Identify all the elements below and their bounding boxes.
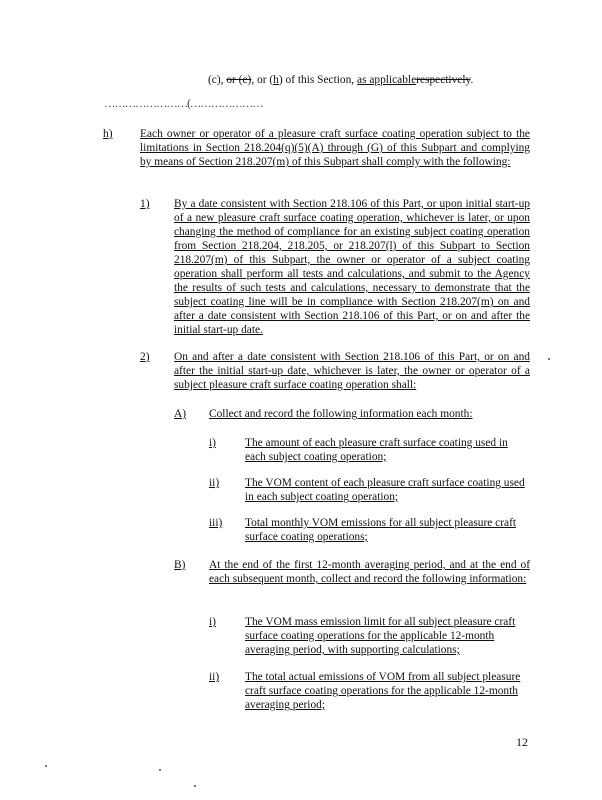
continued-line: (c), or (e), or (h) of this Section, as applicablerespectively. [208, 74, 474, 86]
item-A-ii-text: The VOM content of each pleasure craft surface coating used in each subject coating operation; [245, 477, 525, 503]
item-A-iii-label: iii) [209, 517, 223, 529]
item-A-ii-label: ii) [209, 477, 220, 489]
item-B-i-label: i) [209, 616, 216, 628]
scan-speck [159, 769, 161, 771]
omission-ellipsis: ……………………(………………… [104, 98, 263, 110]
scan-speck [194, 785, 196, 787]
item-A-text: Collect and record the following information each month: [209, 408, 473, 420]
item-1-label: 1) [140, 198, 150, 210]
scan-speck [45, 765, 47, 767]
item-A-i-label: i) [209, 437, 216, 449]
section-h-text: Each owner or operator of a pleasure craft surface coating operation subject to the limitations in Section 218.204(q)(5)(A) through (G) of this Subpart and complying by means of Section 218.207(m) of this Subpart shall comply with the following: [140, 128, 530, 168]
scan-speck [548, 358, 550, 360]
item-A-label: A) [174, 408, 187, 420]
item-B-i-text: The VOM mass emission limit for all subject pleasure craft surface coating operations for the applicable 12-month averaging period, with supporting calculations; [245, 616, 516, 656]
item-A-i-text: The amount of each pleasure craft surface coating used in each subject coating operation; [245, 437, 508, 463]
item-B-ii-text: The total actual emissions of VOM from all subject pleasure craft surface coating operations for the applicable 12-month averaging period; [245, 671, 521, 711]
item-2-label: 2) [140, 351, 150, 363]
item-B-text: At the end of the first 12-month averaging period, and at the end of each subsequent month, collect and record the following information: [209, 559, 530, 585]
item-B-ii-label: ii) [209, 671, 220, 683]
item-2-text: On and after a date consistent with Section 218.106 of this Part, or on and after the initial start-up date, whichever is later, the owner or operator of a subject pleasure craft surface coating operation shall: [174, 351, 530, 391]
item-1-text: By a date consistent with Section 218.106 of this Part, or upon initial start-up of a new pleasure craft surface coating operation, whichever is later, or upon changing the method of compliance for an existing subject coating operation from Section 218.204, 218.205, or 218.207(l) of this Subpart to Section 218.207(m) of this Subpart, the owner or operator of a subject coating operation shall perform all tests and calculations, and submit to the Agency the results of such tests and calculations, necessary to demonstrate that the subject coating line will be in compliance with Section 218.207(m) on and after a date consistent with Section 218.106 of this Part, or on and after the initial start-up date. [174, 198, 530, 336]
item-B-label: B) [174, 559, 186, 571]
section-h-label: h) [103, 128, 113, 140]
page-number: 12 [516, 735, 528, 749]
item-A-iii-text: Total monthly VOM emissions for all subject pleasure craft surface coating operations; [245, 517, 517, 543]
